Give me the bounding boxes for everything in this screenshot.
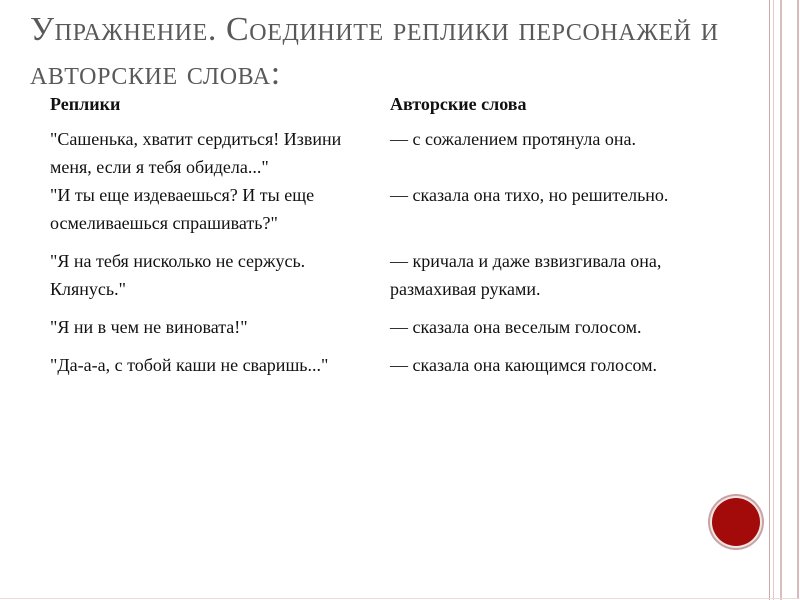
- author-words-cell: — сказала она кающимся голосом.: [390, 355, 658, 375]
- reply-cell: "Сашенька, хватит сердиться! Извини меня, если я тебя обидела...": [50, 129, 342, 177]
- reply-cell: "Да-а-а, с тобой каши не сваришь...": [50, 355, 329, 375]
- decorative-circle: [712, 498, 760, 546]
- author-words-cell: — кричала и даже взвизгивала она, размахивая руками.: [390, 251, 662, 299]
- header-author-words: Авторские слова: [390, 94, 527, 114]
- table-row: [42, 181, 722, 247]
- table-row: [42, 247, 722, 313]
- decorative-border-line: [780, 0, 782, 600]
- author-words-cell: — сказала она веселым голосом.: [390, 317, 642, 337]
- table-row: [42, 351, 722, 379]
- table-header-row: [42, 94, 722, 125]
- matching-table: [42, 94, 722, 379]
- header-replies: Реплики: [50, 94, 121, 114]
- reply-cell: "Я ни в чем не виновата!": [50, 317, 248, 337]
- table-row: [42, 125, 722, 181]
- reply-cell: "И ты еще издеваешься? И ты еще осмеливаешься спрашивать?": [50, 185, 315, 233]
- author-words-cell: — с сожалением протянула она.: [390, 129, 636, 149]
- decorative-border-line: [773, 0, 774, 600]
- slide-title: Упражнение. Соедините реплики персонажей и авторские слова:: [30, 11, 719, 92]
- table-row: [42, 313, 722, 351]
- reply-cell: "Я на тебя нисколько не сержусь. Клянусь.": [50, 251, 306, 299]
- author-words-cell: — сказала она тихо, но решительно.: [390, 185, 669, 205]
